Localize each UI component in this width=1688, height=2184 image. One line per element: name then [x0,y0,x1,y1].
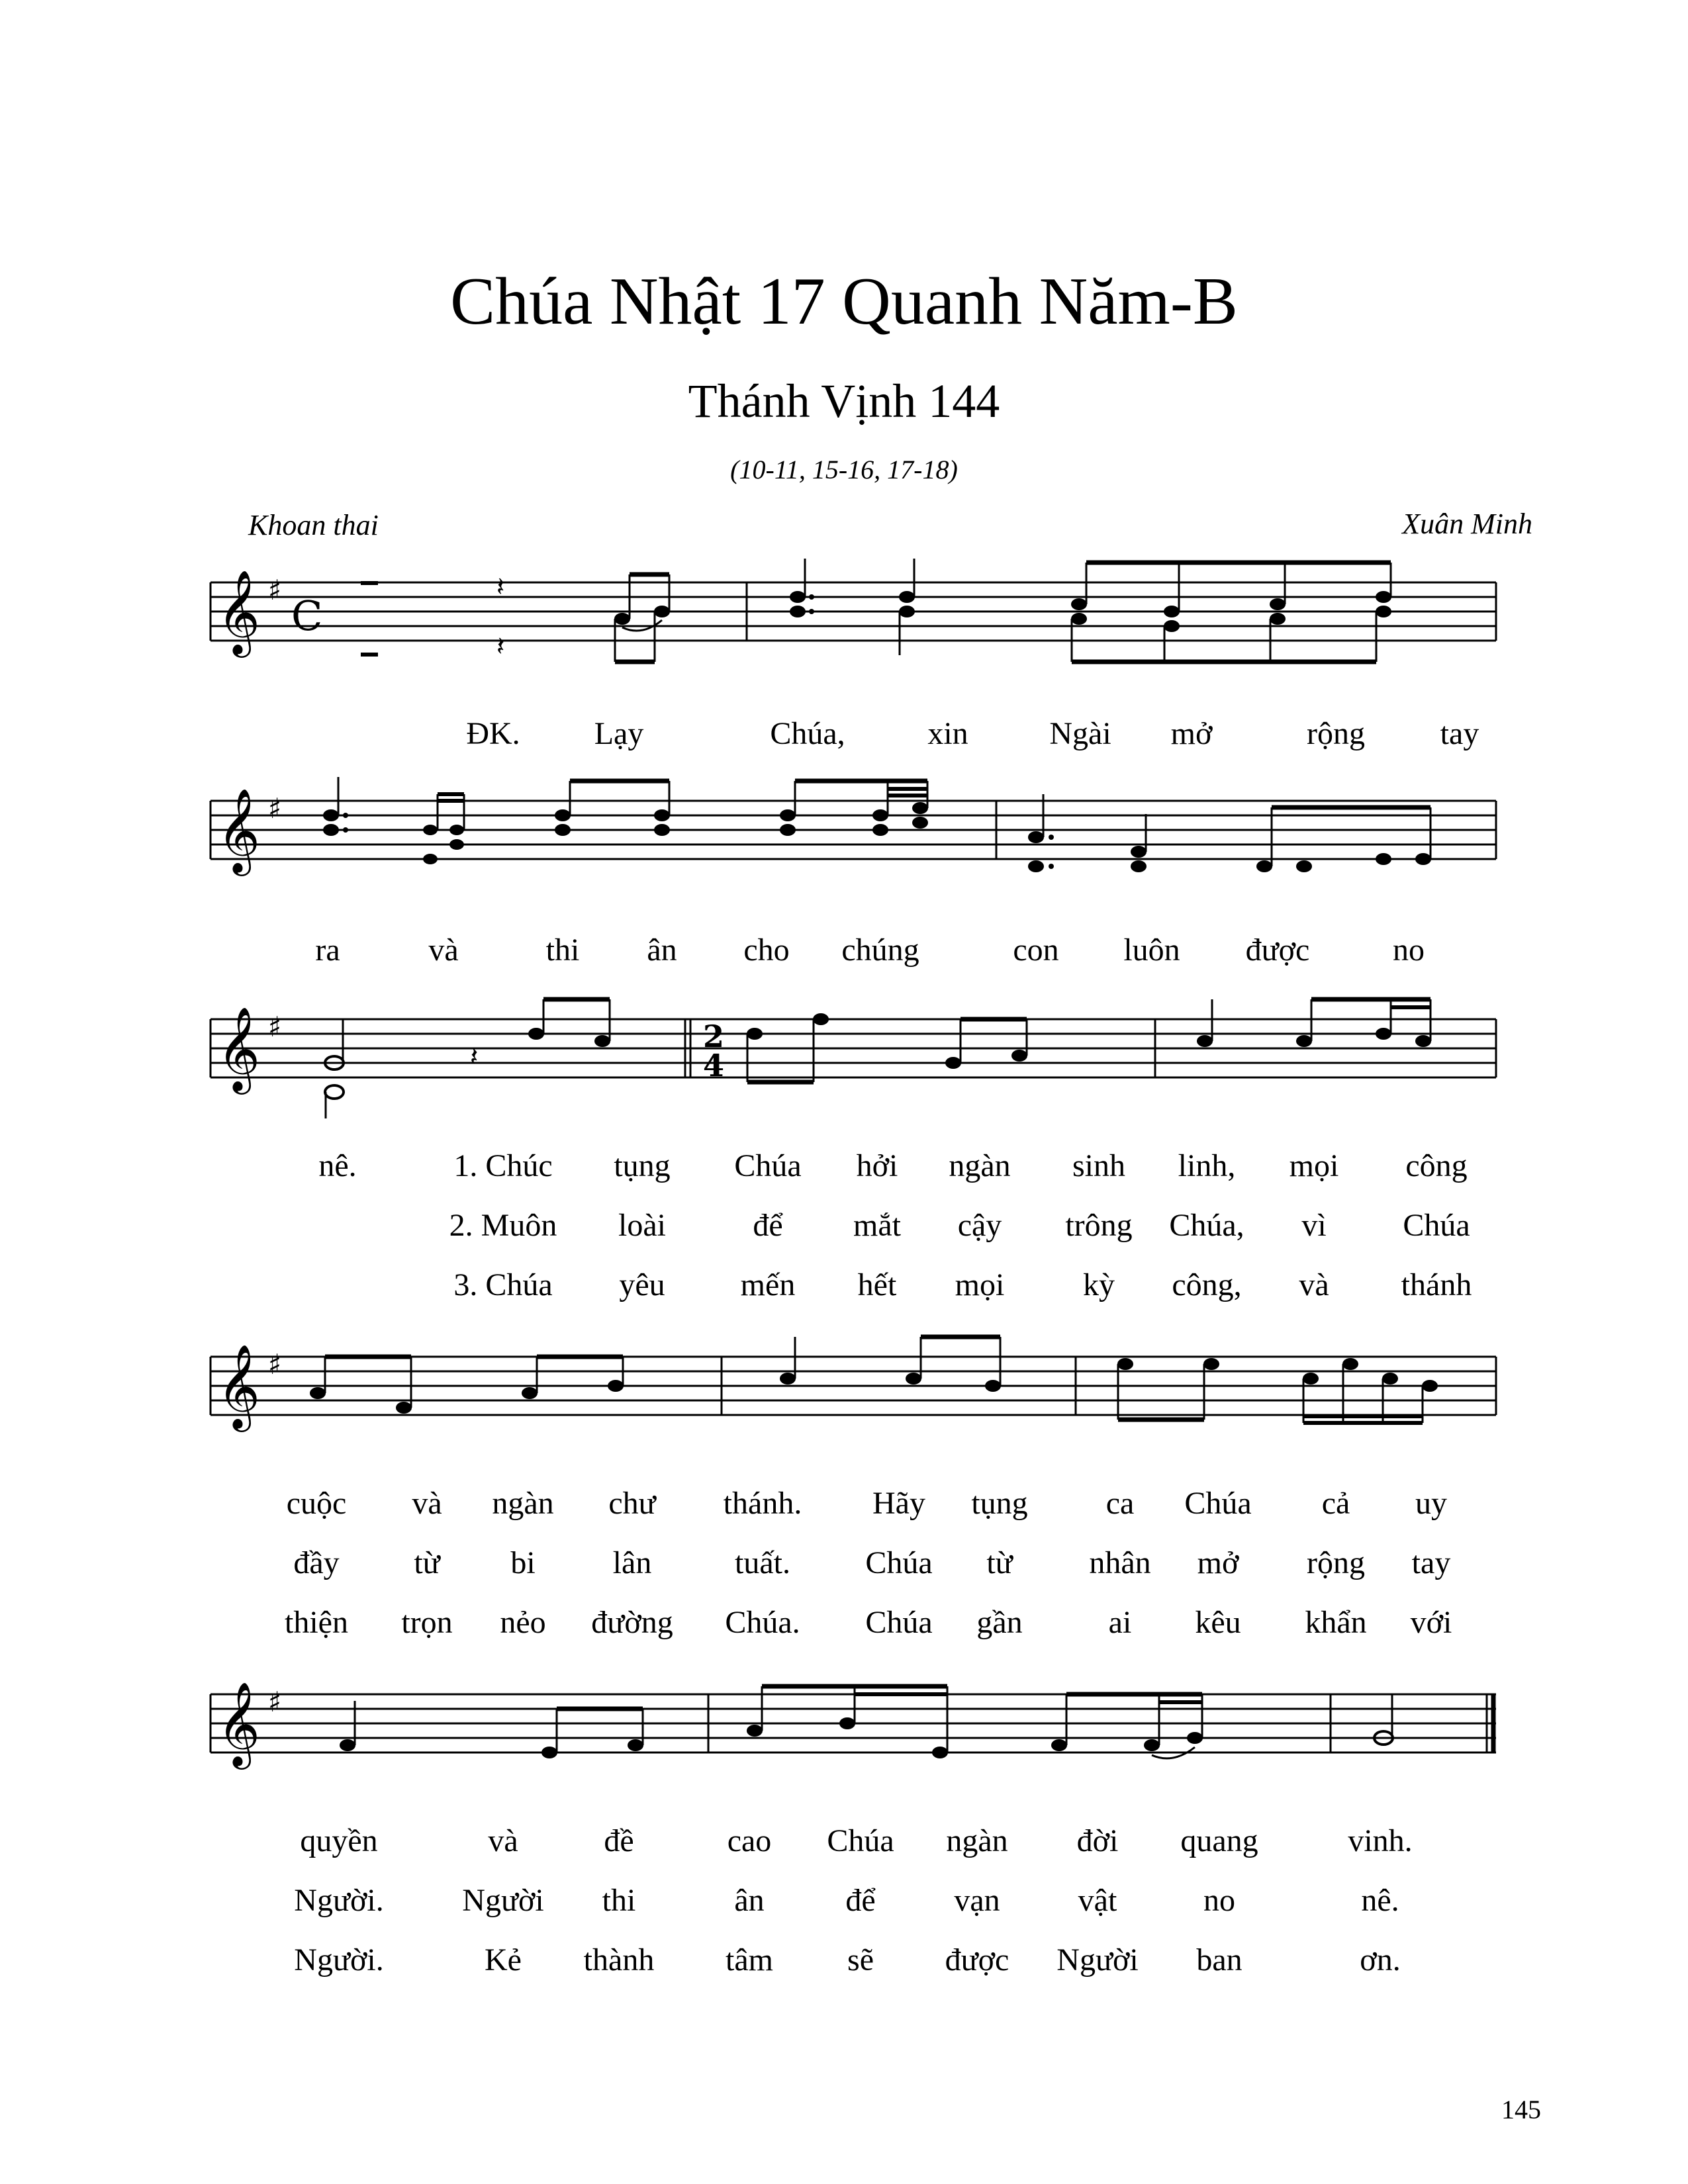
lyric-syllable: thiện [285,1605,348,1640]
lyric-syllable: mọi [955,1267,1005,1302]
lyric-syllable: quang [1180,1823,1258,1858]
lyric-syllable: cho [743,933,790,968]
svg-text:♯: ♯ [268,1348,282,1381]
lyric-syllable: cả [1321,1486,1350,1521]
lyric-syllable: ngàn [492,1486,554,1521]
svg-text:4: 4 [703,1048,725,1083]
notes-measure-9 [780,1337,1001,1392]
lyric-syllable: Người [462,1883,544,1918]
lyric-syllable: đường [591,1605,673,1640]
lyric-syllable: cuộc [286,1486,347,1521]
svg-text:𝄞: 𝄞 [217,1343,261,1428]
lyric-syllable: loài [618,1208,666,1243]
lyric-syllable: bi [510,1545,536,1580]
lyric-syllable: thánh [1401,1267,1472,1302]
svg-text:𝄽: 𝄽 [496,572,505,602]
notes-measure-3 [323,777,928,864]
lyric-syllable: Chúa [865,1545,933,1580]
lyric-syllable: để [753,1208,783,1243]
lyric-syllable: và [488,1823,518,1858]
lyric-syllable: ĐK. [466,716,520,751]
lyric-syllable: Chúa [1184,1486,1252,1521]
lyric-syllable: sẽ [847,1942,874,1978]
treble-clef-icon [217,1006,260,1095]
lyric-syllable: Hãy [872,1486,925,1521]
lyric-syllable: thi [602,1883,636,1918]
lyric-syllable: Người. [294,1942,384,1978]
lyric-syllable: 1. Chúc [453,1148,553,1183]
lyric-syllable: và [428,933,459,968]
svg-text:𝄞: 𝄞 [217,788,261,872]
notes-measure-7 [1197,999,1431,1047]
lyric-syllable: chúng [841,933,919,968]
lyric-syllable: kỳ [1083,1267,1115,1302]
lyrics-system-5-verse-2 [0,1885,1688,1925]
lyric-syllable: Người. [294,1883,384,1918]
song-title: Chúa Nhật 17 Quanh Năm-B [450,264,1238,339]
lyrics-system-1 [0,718,1688,758]
lyric-syllable: được [945,1942,1009,1978]
svg-text:𝄞: 𝄞 [217,1681,261,1766]
lyrics-system-3-verse-3 [0,1269,1688,1309]
svg-text:𝄞: 𝄞 [217,569,261,654]
svg-text:♯: ♯ [268,792,282,825]
lyric-syllable: trông [1065,1208,1133,1243]
common-time-icon [291,592,322,640]
treble-clef-icon [217,569,260,658]
page-number: 145 [1501,2095,1541,2124]
lyric-syllable: Chúa [827,1823,894,1858]
lyric-syllable: uy [1415,1486,1447,1521]
lyric-syllable: nê. [1361,1883,1399,1918]
lyric-syllable: Chúa [1403,1208,1470,1243]
lyric-syllable: từ [414,1545,440,1580]
lyric-syllable: tụng [614,1148,671,1183]
svg-text:♯: ♯ [268,1686,282,1718]
lyric-syllable: và [1299,1267,1329,1302]
lyric-syllable: Chúa [734,1148,802,1183]
lyric-syllable: ân [647,933,677,968]
lyric-syllable: Ngài [1049,716,1111,751]
lyric-syllable: Người [1056,1942,1139,1978]
lyric-syllable: thánh. [723,1486,802,1521]
lyric-syllable: ai [1108,1605,1132,1640]
lyric-syllable: đề [604,1823,634,1858]
lyric-syllable: tụng [971,1486,1028,1521]
lyric-syllable: được [1245,933,1310,968]
lyric-syllable: thành [583,1942,655,1978]
lyrics-system-3-verse-1 [0,1150,1688,1190]
lyric-syllable: xin [927,716,968,751]
tempo-marking: Khoan thai [248,509,379,541]
svg-text:C: C [291,592,323,640]
lyric-syllable: với [1410,1605,1452,1640]
lyric-syllable: công, [1172,1267,1242,1302]
notes-measure-5 [325,999,610,1118]
lyric-syllable: hởi [856,1148,898,1183]
time-signature-2-4-icon [703,1019,724,1083]
verse-reference: (10-11, 15-16, 17-18) [730,455,958,484]
lyric-syllable: đời [1076,1823,1119,1858]
lyric-syllable: hết [857,1267,897,1302]
lyric-syllable: và [412,1486,442,1521]
lyric-syllable: vật [1078,1883,1117,1918]
lyric-syllable: Lạy [594,716,644,751]
lyric-syllable: vạn [954,1883,1000,1918]
lyric-syllable: thi [545,933,580,968]
lyric-syllable: ngàn [946,1823,1008,1858]
svg-text:♯: ♯ [268,1011,282,1043]
lyric-syllable: mến [740,1267,796,1302]
lyric-syllable: Chúa [865,1605,933,1640]
lyric-syllable: ca [1105,1486,1135,1521]
notes-measure-2 [790,559,1391,662]
lyric-syllable: tâm [726,1942,773,1978]
lyric-syllable: quyền [300,1823,378,1858]
lyric-syllable: Chúa, [1169,1208,1244,1243]
lyric-syllable: linh, [1178,1148,1236,1183]
lyric-syllable: 2. Muôn [449,1208,557,1243]
key-signature-sharp-icon [268,1686,281,1718]
treble-clef-icon [217,1343,260,1432]
lyrics-system-3-verse-2 [0,1210,1688,1250]
staff-system-5 [205,1668,1503,1780]
lyric-syllable: vì [1301,1208,1327,1243]
lyric-syllable: chư [608,1486,656,1521]
lyric-syllable: tuất. [735,1545,790,1580]
lyric-syllable: luôn [1123,933,1180,968]
staff-system-1 [205,556,1503,668]
lyric-syllable: khẩn [1305,1605,1367,1640]
notes-measure-1 [361,572,670,662]
lyric-syllable: rộng [1307,716,1365,751]
lyrics-system-4-verse-3 [0,1607,1688,1647]
lyrics-system-4-verse-1 [0,1488,1688,1527]
staff-system-4 [205,1330,1503,1443]
lyric-syllable: tay [1440,716,1479,751]
lyric-syllable: cao [727,1823,772,1858]
lyric-syllable: rộng [1307,1545,1365,1580]
lyrics-system-5-verse-1 [0,1825,1688,1865]
lyric-syllable: Chúa. [725,1605,800,1640]
lyrics-system-5-verse-3 [0,1944,1688,1984]
svg-text:𝄞: 𝄞 [217,1006,261,1091]
lyric-syllable: mọi [1289,1148,1339,1183]
lyric-syllable: nẻo [500,1605,546,1640]
lyric-syllable: Chúa, [770,716,845,751]
svg-text:2: 2 [703,1019,725,1054]
lyric-syllable: nhân [1089,1545,1151,1580]
staff-system-3 [205,993,1503,1105]
lyric-syllable: lân [612,1545,652,1580]
lyrics-system-2 [0,934,1688,974]
lyrics-system-4-verse-2 [0,1547,1688,1587]
lyric-syllable: sinh [1072,1148,1126,1183]
notes-measure-4 [1028,794,1431,872]
lyric-syllable: kêu [1195,1605,1241,1640]
lyric-syllable: để [845,1883,876,1918]
lyric-syllable: công [1405,1148,1468,1183]
lyric-syllable: ân [734,1883,765,1918]
lyric-syllable: ra [315,933,340,968]
key-signature-sharp-icon [268,1011,281,1043]
notes-measure-10 [1117,1358,1438,1423]
lyric-syllable: no [1393,933,1425,968]
svg-text:𝄽: 𝄽 [470,1042,479,1072]
lyric-syllable: yêu [619,1267,665,1302]
key-signature-sharp-icon [268,792,281,825]
lyric-syllable: ban [1196,1942,1243,1978]
lyric-syllable: ngàn [949,1148,1011,1183]
lyric-syllable: trọn [401,1605,453,1640]
lyric-syllable: Kẻ [485,1942,522,1978]
treble-clef-icon [217,1681,260,1770]
lyric-syllable: ơn. [1360,1942,1401,1978]
lyric-syllable: mắt [853,1208,901,1243]
lyric-syllable: gần [976,1605,1023,1640]
lyric-syllable: con [1013,933,1059,968]
lyric-syllable: no [1203,1883,1235,1918]
lyric-syllable: tay [1411,1545,1451,1580]
svg-text:♯: ♯ [268,574,282,606]
lyric-syllable: cậy [957,1208,1002,1243]
lyric-syllable: nê. [318,1148,357,1183]
lyric-syllable: 3. Chúa [453,1267,553,1302]
composer-name: Xuân Minh [1402,508,1532,540]
lyric-syllable: đầy [293,1545,340,1580]
key-signature-sharp-icon [268,574,281,606]
lyric-syllable: vinh. [1348,1823,1413,1858]
lyric-syllable: từ [986,1545,1013,1580]
staff-system-2 [205,774,1503,887]
lyric-syllable: mở [1170,716,1213,751]
psalm-subtitle: Thánh Vịnh 144 [688,375,1000,428]
lyric-syllable: mở [1197,1545,1239,1580]
treble-clef-icon [217,788,260,876]
key-signature-sharp-icon [268,1348,281,1381]
svg-text:𝄽: 𝄽 [496,631,505,662]
